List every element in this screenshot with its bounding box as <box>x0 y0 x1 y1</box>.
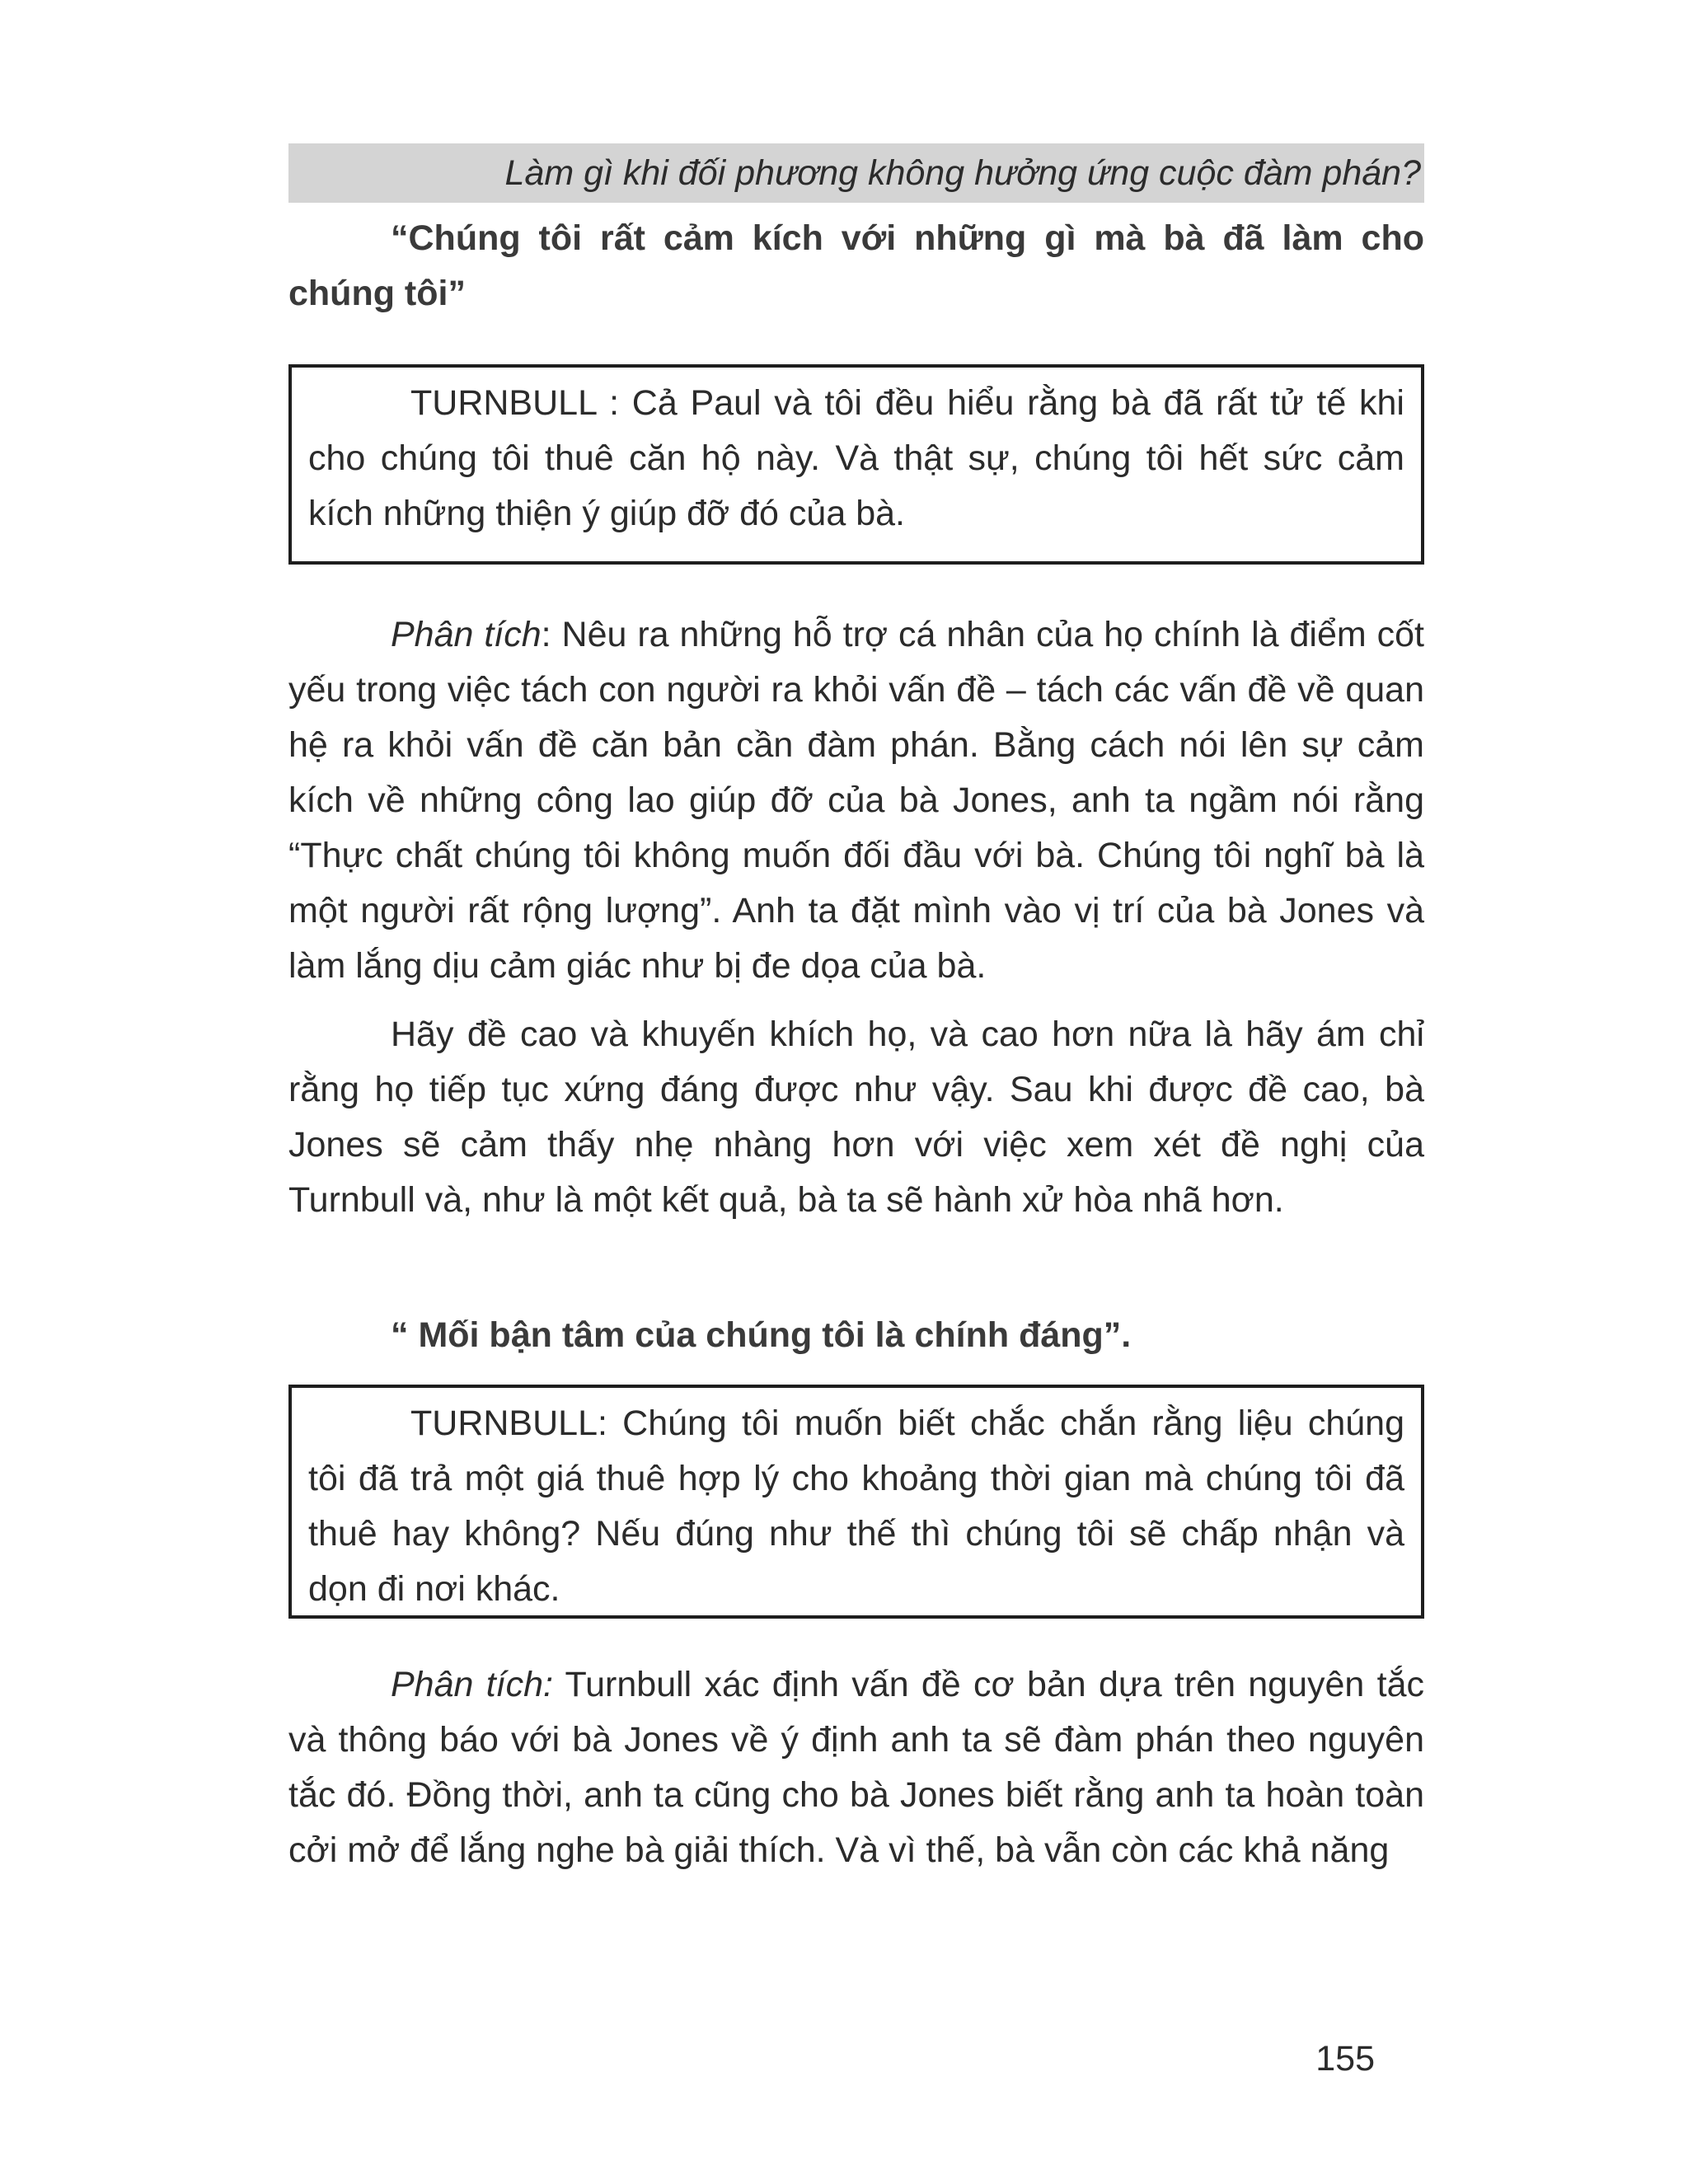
running-header: Làm gì khi đối phương không hưởng ứng cuộc đàm phán? <box>288 143 1424 203</box>
page-number: 155 <box>1315 2039 1375 2079</box>
analysis-text-2: Turnbull xác định vấn đề cơ bản dựa trên nguyên tắc và thông báo với bà Jones về ý định anh ta sẽ đàm phán theo nguyên tắc đó. Đồng thời, anh ta cũng cho bà Jones biết rằng anh ta hoàn toàn cởi mở để lắng nghe bà giải thích. Và vì thế, bà vẫn còn các khả năng <box>288 1665 1424 1870</box>
analysis-label-1: Phân tích <box>391 615 542 654</box>
dialogue-text-1: TURNBULL : Cả Paul và tôi đều hiểu rằng bà đã rất tử tế khi cho chúng tôi thuê căn hộ này. Và thật sự, chúng tôi hết sức cảm kích những thiện ý giúp đỡ đó của bà. <box>308 383 1404 533</box>
body-paragraph-2: Hãy đề cao và khuyến khích họ, và cao hơn nữa là hãy ám chỉ rằng họ tiếp tục xứng đáng được như vậy. Sau khi được đề cao, bà Jones sẽ cảm thấy nhẹ nhàng hơn với việc xem xét đề nghị của Turnbull và, như là một kết quả, bà ta sẽ hành xử hòa nhã hơn. <box>288 1015 1424 1220</box>
dialogue-text-2: TURNBULL: Chúng tôi muốn biết chắc chắn rằng liệu chúng tôi đã trả một giá thuê hợp lý cho khoảng thời gian mà chúng tôi đã thuê hay không? Nếu đúng như thế thì chúng tôi sẽ chấp nhận và dọn đi nơi khác. <box>308 1404 1404 1609</box>
analysis-label-2: Phân tích: <box>391 1665 553 1704</box>
analysis-block-2 <box>288 1657 1424 1878</box>
book-page <box>288 0 1424 2184</box>
dialogue-box-1 <box>288 364 1424 565</box>
section-heading-2: “ Mối bận tâm của chúng tôi là chính đáng”. <box>391 1315 1132 1355</box>
analysis-block-1 <box>288 607 1424 1228</box>
analysis-paragraph-2 <box>288 1657 1424 1878</box>
section-heading-1: “Chúng tôi rất cảm kích với những gì mà bà đã làm cho chúng tôi” <box>288 218 1424 313</box>
dialogue-box-2 <box>288 1385 1424 1619</box>
analysis-text-1: : Nêu ra những hỗ trợ cá nhân của họ chính là điểm cốt yếu trong việc tách con người ra khỏi vấn đề – tách các vấn đề về quan hệ ra khỏi vấn đề căn bản cần đàm phán. Bằng cách nói lên sự cảm kích về những công lao giúp đỡ của bà Jones, anh ta ngầm nói rằng “Thực chất chúng tôi không muốn đối đầu với bà. Chúng tôi nghĩ bà là một người rất rộng lượng”. Anh ta đặt mình vào vị trí của bà Jones và làm lắng dịu cảm giác như bị đe dọa của bà. <box>288 615 1424 986</box>
analysis-paragraph-1 <box>288 607 1424 994</box>
